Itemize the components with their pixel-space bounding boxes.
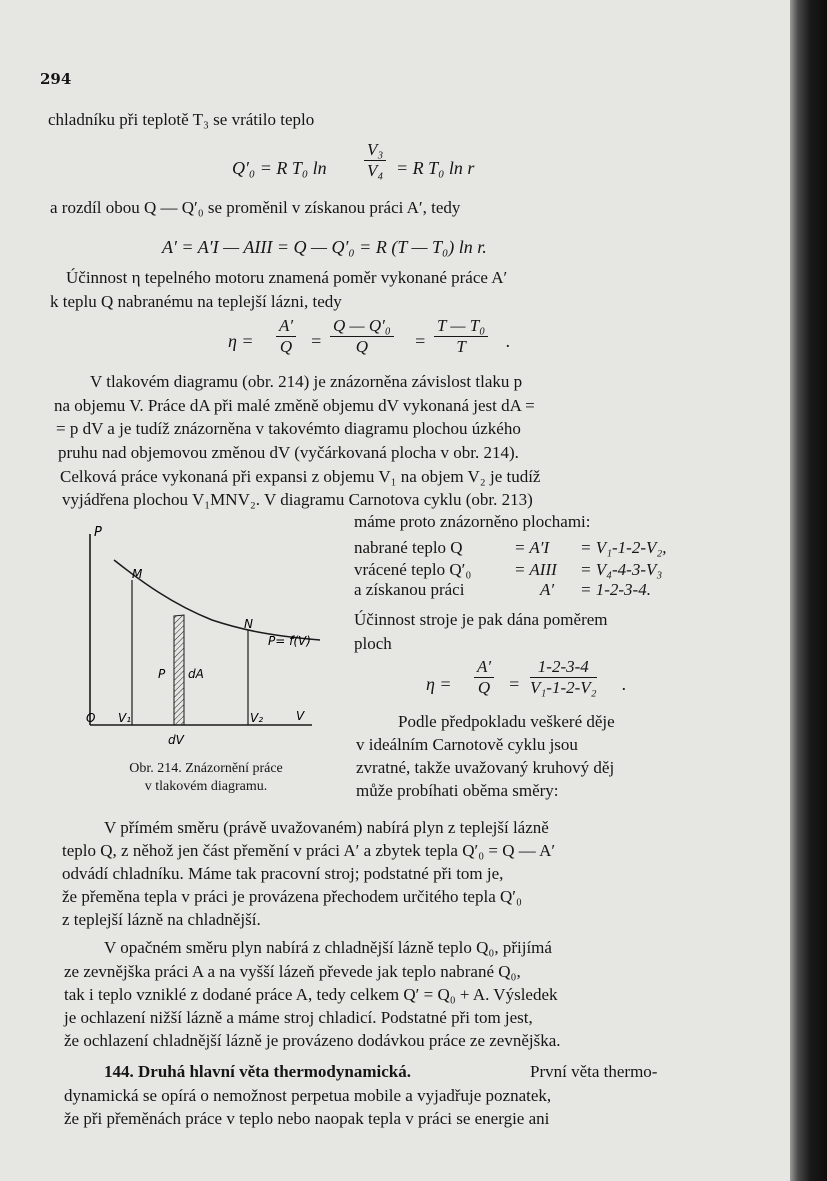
text-line: teplo Q, z něhož jen část přemění v práci A′ a zbytek tepla Q′₀ = Q — A′ xyxy=(62,841,556,860)
text-line: že ochlazení chladnější lázně je provázeno dodávkou práce ze zevnějška. xyxy=(64,1031,561,1050)
text-line: dynamická se opírá o nemožnost perpetua mobile a vyjadřuje poznatek, xyxy=(64,1086,552,1105)
text-line: že při přeměnách práce v teplo nebo naopak tepla v práci se energie ani xyxy=(64,1109,550,1128)
equation-eta: η = xyxy=(228,331,254,351)
strip-label-p: P xyxy=(158,667,166,681)
page-number: 294 xyxy=(40,70,72,88)
text-line: pruhu nad objemovou změnou dV (vyčárkovaná plocha v obr. 214). xyxy=(58,443,519,462)
pressure-volume-diagram xyxy=(72,522,344,752)
text-line: že přeměna tepla v práci je provázena přechodem určitého tepla Q′₀ xyxy=(62,887,522,906)
book-spine-shadow xyxy=(790,0,827,1181)
equation-fraction: $\frac{1-2-3-4}{\text{V₁-1-2-V₂}}$ xyxy=(530,657,597,697)
text-line: Podle předpokladu veškeré děje xyxy=(398,712,615,731)
equation-fraction: $\frac{\text{V₃}}{\text{V₄}}$ xyxy=(364,140,386,181)
text-line: tak i teplo vzniklé z dodané práce A, tedy celkem Q′ = Q₀ + A. Výsledek xyxy=(64,985,558,1004)
equation-sign: = xyxy=(508,674,521,694)
text-line: První věta thermo- xyxy=(530,1062,658,1081)
area-label: vrácené teplo Q′₀ xyxy=(354,560,472,579)
text-line: k teplu Q nabranému na teplejší lázni, tedy xyxy=(50,292,342,311)
text-line: V opačném směru plyn nabírá z chladnější lázně teplo Q₀, přijímá xyxy=(104,938,552,957)
equation-lhs: Q′₀ = R T₀ ln xyxy=(232,158,327,178)
text-line: máme proto znázorněno plochami: xyxy=(354,512,591,531)
point-label-n: N xyxy=(244,617,253,631)
equation-sign: = xyxy=(414,331,427,351)
text-line: zvratné, takže uvažovaný kruhový děj xyxy=(356,758,615,777)
text-line: může probíhati oběma směry: xyxy=(356,781,559,800)
equation-fraction: $\frac{A'}{Q}$ xyxy=(474,657,494,698)
hatched-strip xyxy=(174,615,184,725)
equation-end: . xyxy=(622,674,627,694)
equation-end: . xyxy=(506,331,511,351)
text-line: v ideálním Carnotově cyklu jsou xyxy=(356,735,578,754)
tick-label-v1: V₁ xyxy=(118,711,132,725)
text-line: V přímém směru (právě uvažovaném) nabírá plyn z teplejší lázně xyxy=(104,818,549,837)
text-line: ze zevnějška práci A a na vyšší lázeň převede jak teplo nabrané Q₀, xyxy=(64,962,521,981)
area-mid: = A′I xyxy=(514,538,550,557)
text-line: ploch xyxy=(354,634,392,653)
area-rhs: = V₁-1-2-V₂, xyxy=(580,538,667,557)
area-mid: = AIII xyxy=(514,560,557,579)
curve-label: P= f(V) xyxy=(268,634,311,648)
area-rhs: = V₄-4-3-V₃ xyxy=(580,560,663,579)
strip-label-dv: dV xyxy=(168,733,184,747)
equation-rhs: = R T₀ ln r xyxy=(396,158,475,178)
equation-sign: = xyxy=(310,331,323,351)
section-heading: 144. Druhá hlavní věta thermodynamická. xyxy=(104,1062,411,1081)
axis-label-v: V xyxy=(296,709,305,723)
text-line: z teplejší lázně na chladnější. xyxy=(62,910,261,929)
area-label: nabrané teplo Q xyxy=(354,538,463,557)
axis-label-p: P xyxy=(94,525,102,540)
figure-caption: Obr. 214. Znázornění práce v tlakovém diagramu. xyxy=(129,761,283,794)
equation: A′ = A′I — AIII = Q — Q′₀ = R (T — T₀) ln r. xyxy=(162,237,487,257)
equation-eta: η = xyxy=(426,674,452,694)
text-line: odvádí chladníku. Máme tak pracovní stroj; podstatné při tom je, xyxy=(62,864,504,883)
equation-fraction: $\frac{\text{T — T₀}}{T}$ xyxy=(434,316,488,357)
area-rhs: = 1-2-3-4. xyxy=(580,580,651,599)
area-label: a získanou práci xyxy=(354,580,465,599)
text-line: Celková práce vykonaná při expansi z objemu V₁ na objem V₂ je tudíž xyxy=(60,467,541,486)
text-line: je ochlazení nižší lázně a máme stroj chladicí. Podstatné při tom jest, xyxy=(64,1008,533,1027)
text-line: V tlakovém diagramu (obr. 214) je znázorněna závislost tlaku p xyxy=(90,372,523,391)
text-line: = p dV a je tudíž znázorněna v takovémto diagramu plochou úzkého xyxy=(56,419,521,438)
text-line: Účinnost η tepelného motoru znamená poměr vykonané práce A′ xyxy=(66,268,508,287)
text-line: vyjádřena plochou V₁MNV₂. V diagramu Carnotova cyklu (obr. 213) xyxy=(62,490,533,509)
text-line: a rozdíl obou Q — Q′₀ se proměnil v získanou práci A′, tedy xyxy=(50,198,461,217)
tick-label-v2: V₂ xyxy=(250,711,264,725)
equation-fraction: $\frac{\text{Q — Q′₀}}{Q}$ xyxy=(330,316,394,357)
text-line: chladníku při teplotě T₃ se vrátilo teplo xyxy=(48,110,315,129)
pressure-curve xyxy=(114,560,320,640)
text-line: na objemu V. Práce dA při malé změně objemu dV vykonaná jest dA = xyxy=(54,396,535,415)
equation-fraction: $\frac{A'}{Q}$ xyxy=(276,316,296,357)
point-label-m: M xyxy=(132,567,143,581)
strip-label-da: dA xyxy=(188,667,204,681)
text-line: Účinnost stroje je pak dána poměrem xyxy=(354,610,608,629)
origin-label: O xyxy=(86,711,96,725)
area-mid: A′ xyxy=(540,580,555,599)
